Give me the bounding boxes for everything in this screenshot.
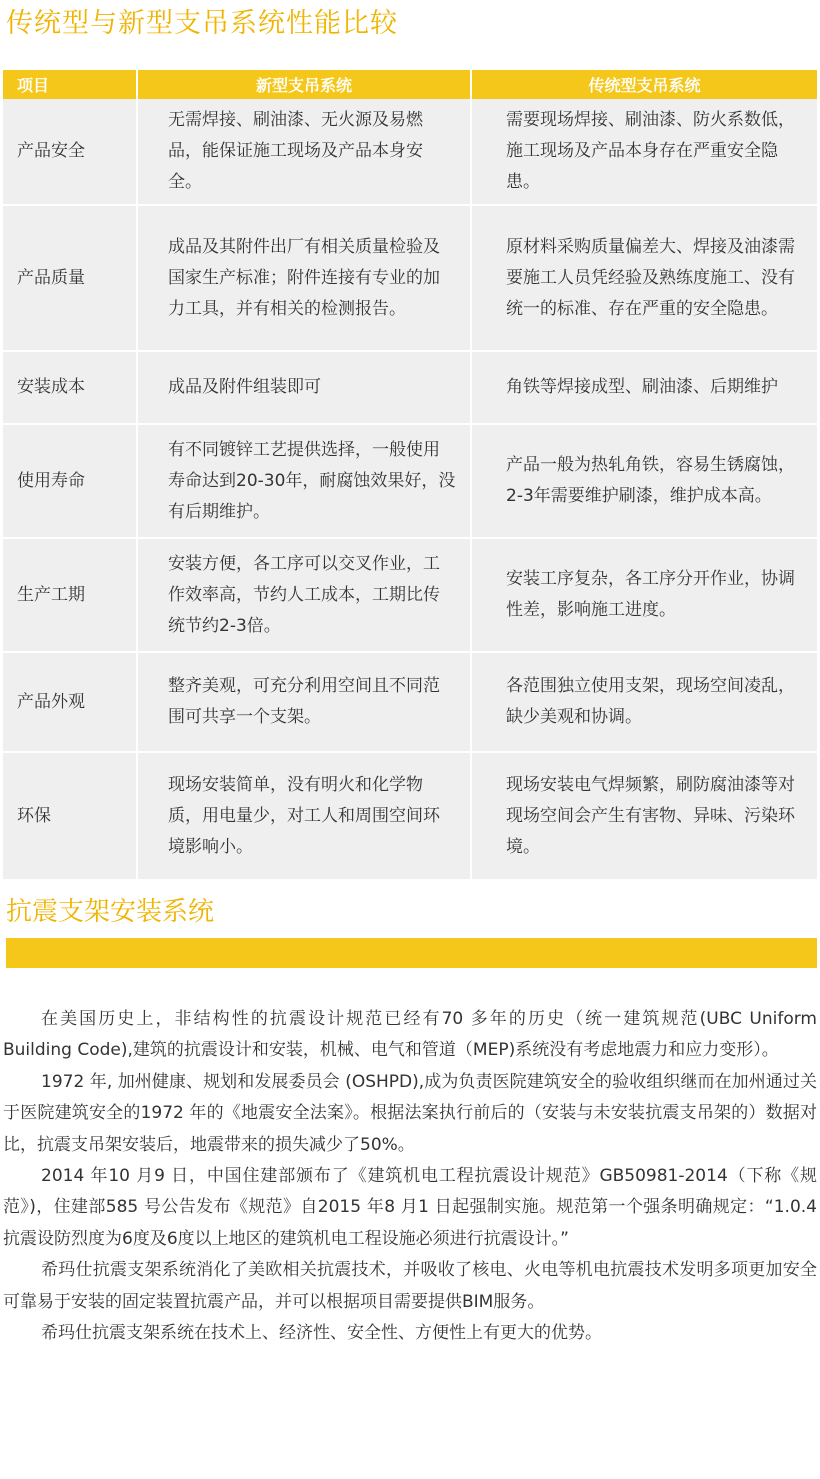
row-item: 产品质量 — [3, 205, 137, 351]
row-item: 产品安全 — [3, 99, 137, 205]
table-row — [3, 99, 817, 205]
article-body — [3, 1004, 817, 1349]
table-row — [3, 205, 817, 351]
row-old-value: 需要现场焊接、刷油漆、防火系数低，施工现场及产品本身存在严重安全隐患。 — [471, 99, 817, 205]
row-new-value: 整齐美观，可充分利用空间且不同范围可共享一个支架。 — [137, 652, 471, 752]
row-item: 产品外观 — [3, 652, 137, 752]
table-row — [3, 752, 817, 880]
row-new-value: 成品及其附件出厂有相关质量检验及国家生产标准；附件连接有专业的加力工具，并有相关的检测报告。 — [137, 205, 471, 351]
paragraph: 2014 年10 月9 日，中国住建部颁布了《建筑机电工程抗震设计规范》GB50981-2014（下称《规范》)，住建部585 号公告发布《规范》自2015 年8 月1 日起强制实施。规范第一个强条明确规定：“1.0.4 抗震设防烈度为6度及6度以上地区的建筑机电工程设施必须进行抗震设计。” — [3, 1166, 817, 1249]
table-row — [3, 538, 817, 652]
table-row — [3, 351, 817, 424]
row-new-value: 成品及附件组装即可 — [137, 351, 471, 424]
paragraph: 希玛仕抗震支架系统在技术上、经济性、安全性、方便性上有更大的优势。 — [41, 1323, 602, 1344]
row-old-value: 原材料采购质量偏差大、焊接及油漆需要施工人员凭经验及熟练度施工、没有统一的标准、存在严重的安全隐患。 — [471, 205, 817, 351]
paragraph: 1972 年, 加州健康、规划和发展委员会 (OSHPD),成为负责医院建筑安全的验收组织继而在加州通过关于医院建筑安全的1972 年的《地震安全法案》。根据法案执行前后的（安装与未安装抗震支吊架的）数据对比，抗震支吊架安装后，地震带来的损失减少了50%。 — [3, 1071, 817, 1155]
row-item: 使用寿命 — [3, 424, 137, 538]
row-old-value: 各范围独立使用支架，现场空间凌乱，缺少美观和协调。 — [471, 652, 817, 752]
comparison-table — [3, 70, 817, 881]
row-item: 生产工期 — [3, 538, 137, 652]
row-item: 环保 — [3, 752, 137, 880]
row-old-value: 产品一般为热轧角铁，容易生锈腐蚀，2-3年需要维护刷漆，维护成本高。 — [471, 424, 817, 538]
table-row — [3, 424, 817, 538]
row-old-value: 现场安装电气焊频繁，刷防腐油漆等对现场空间会产生有害物、异味、污染环境。 — [471, 752, 817, 880]
section-divider-bar — [6, 938, 817, 968]
row-old-value: 安装工序复杂，各工序分开作业，协调性差，影响施工进度。 — [471, 538, 817, 652]
header-item: 项目 — [3, 70, 137, 99]
row-old-value: 角铁等焊接成型、刷油漆、后期维护 — [471, 351, 817, 424]
paragraph: 希玛仕抗震支架系统消化了美欧相关抗震技术，并吸收了核电、火电等机电抗震技术发明多项更加安全可靠易于安装的固定装置抗震产品，并可以根据项目需要提供BIM服务。 — [3, 1260, 817, 1312]
header-traditional-system: 传统型支吊系统 — [471, 70, 817, 99]
row-new-value: 安装方便，各工序可以交叉作业，工作效率高，节约人工成本，工期比传统节约2-3倍。 — [137, 538, 471, 652]
row-item: 安装成本 — [3, 351, 137, 424]
header-new-system: 新型支吊系统 — [137, 70, 471, 99]
table-row — [3, 652, 817, 752]
row-new-value: 有不同镀锌工艺提供选择，一般使用寿命达到20-30年，耐腐蚀效果好，没有后期维护。 — [137, 424, 471, 538]
section-title: 抗震支架安装系统 — [6, 897, 215, 927]
row-new-value: 无需焊接、刷油漆、无火源及易燃品，能保证施工现场及产品本身安全。 — [137, 99, 471, 205]
paragraph: 在美国历史上，非结构性的抗震设计规范已经有70 多年的历史（统一建筑规范(UBC Uniform Building Code),建筑的抗震设计和安装，机械、电气和管道（MEP)系统没有考虑地震力和应力变形）。 — [3, 1009, 817, 1061]
row-new-value: 现场安装简单，没有明火和化学物质，用电量少，对工人和周围空间环境影响小。 — [137, 752, 471, 880]
table-header-row — [3, 70, 817, 99]
page-title: 传统型与新型支吊系统性能比较 — [6, 8, 398, 39]
